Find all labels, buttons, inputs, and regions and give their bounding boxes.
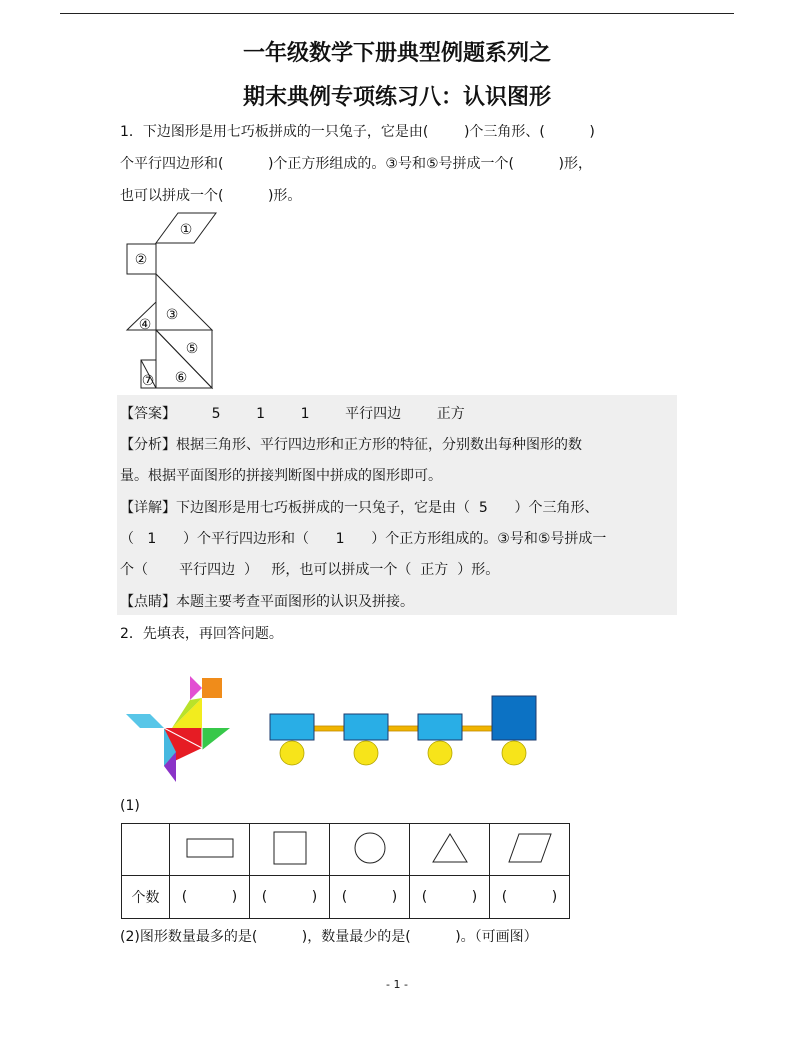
q1-line-2: 个平行四边形和( )个正方形组成的。③号和⑤号拼成一个( )形， (120, 156, 592, 172)
q2-part2-line: (2)图形数量最多的是( )，数量最少的是( )。（可画图） (120, 929, 538, 945)
wheel-4 (502, 741, 526, 765)
page-subtitle: 期末典例专项练习八：认识图形 (242, 85, 551, 110)
rectangle-shape-icon (185, 836, 235, 860)
detail-line-2: （ 1 ）个平行四边形和（ 1 ）个正方形组成的。③号和⑤号拼成一 (120, 531, 607, 547)
train-car-2 (344, 714, 388, 740)
piece-label-5: ⑤ (185, 341, 199, 357)
header-rectangle (170, 824, 250, 876)
axle-link-2 (388, 726, 418, 731)
page-title: 一年级数学下册典型例题系列之 (242, 41, 551, 66)
row-label-count: 个数 (122, 876, 170, 919)
q2-heading: 2．先填表，再回答问题。 (120, 626, 283, 642)
header-triangle (410, 824, 490, 876)
count-parallelogram-blank: ( ) (490, 876, 570, 919)
wheel-2 (354, 741, 378, 765)
count-rectangle-blank: ( ) (170, 876, 250, 919)
train-figure (268, 692, 540, 768)
detail-line-1: 【详解】下边图形是用七巧板拼成的一只兔子，它是由（ 5 ）个三角形、 (120, 500, 599, 516)
analysis-line-1: 【分析】根据三角形、平行四边形和正方形的特征，分别数出每种图形的数 (120, 437, 582, 453)
tangram-piece-3 (156, 274, 212, 330)
axle-link-1 (314, 726, 344, 731)
count-circle-blank: ( ) (330, 876, 410, 919)
q1-line-3: 也可以拼成一个( )形。 (120, 188, 302, 204)
train-car-3 (418, 714, 462, 740)
q1-line-1: 1．下边图形是用七巧板拼成的一只兔子，它是由( )个三角形、( ) (120, 124, 595, 140)
square-shape-icon (272, 830, 308, 866)
piece-label-3: ③ (165, 307, 179, 323)
table-corner-cell (122, 824, 170, 876)
parallelogram-shape-icon (507, 832, 553, 864)
tangram-bird-figure (124, 670, 234, 788)
circle-shape-icon (352, 830, 388, 866)
piece-label-1: ① (179, 222, 193, 238)
wheel-3 (428, 741, 452, 765)
piece-label-7: ⑦ (141, 373, 155, 389)
page-number: - 1 - (386, 978, 408, 991)
count-triangle-blank: ( ) (410, 876, 490, 919)
piece-label-4: ④ (138, 317, 152, 333)
header-rule (60, 13, 734, 14)
train-engine (492, 696, 536, 740)
analysis-line-2: 量。根据平面图形的拼接判断图中拼成的图形即可。 (120, 468, 442, 484)
comment-line: 【点睛】本题主要考查平面图形的认识及拼接。 (120, 594, 414, 610)
tangram-rabbit-figure (122, 210, 217, 392)
axle-link-3 (462, 726, 492, 731)
header-circle (330, 824, 410, 876)
train-car-1 (270, 714, 314, 740)
triangle-shape-icon (430, 831, 470, 865)
piece-label-2: ② (134, 252, 148, 268)
wheel-1 (280, 741, 304, 765)
header-square (250, 824, 330, 876)
detail-line-3: 个（ 平行四边 ） 形，也可以拼成一个（ 正方 ）形。 (120, 562, 500, 578)
q2-part1-label: (1) (120, 798, 140, 814)
count-square-blank: ( ) (250, 876, 330, 919)
piece-label-6: ⑥ (174, 370, 188, 386)
shape-count-table (121, 823, 570, 919)
header-parallelogram (490, 824, 570, 876)
answer-line: 【答案】 5 1 1 平行四边 正方 (120, 406, 465, 422)
